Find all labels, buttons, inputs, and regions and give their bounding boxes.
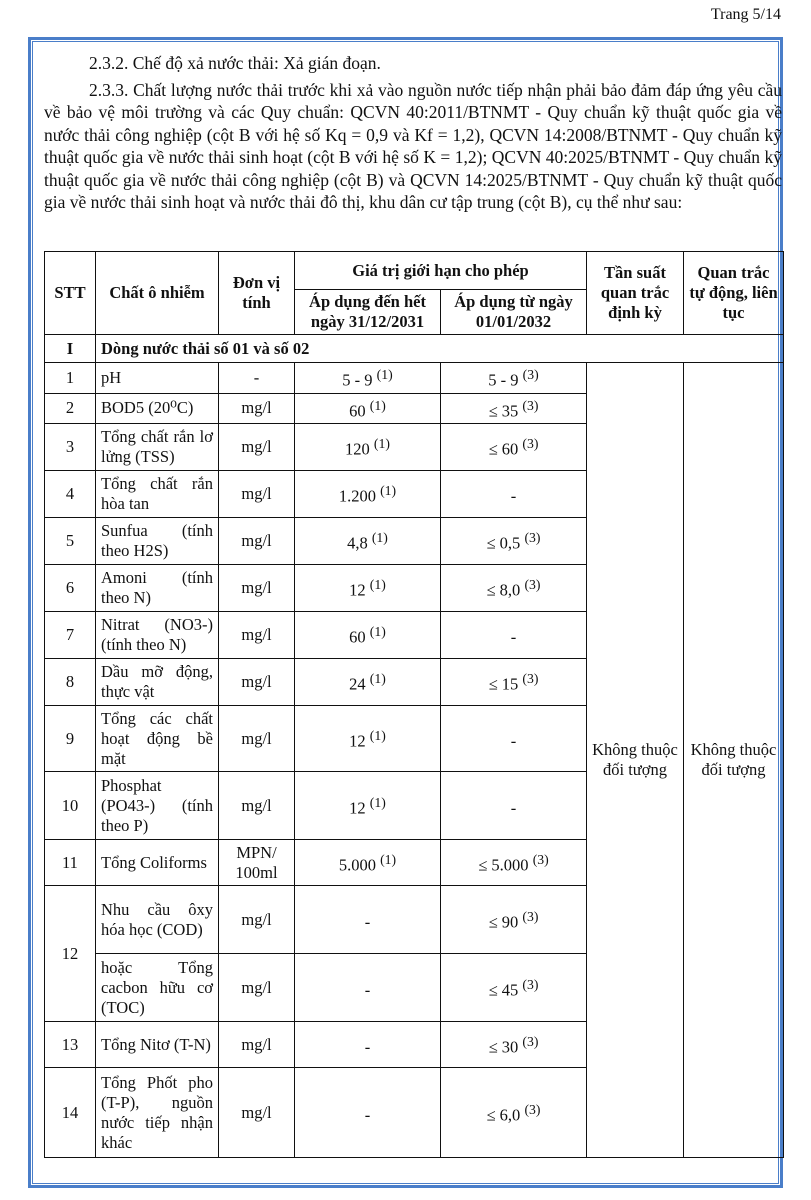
footnote-ref: (3) [522, 908, 539, 924]
header-frequency: Tần suất quan trắc định kỳ [587, 252, 684, 335]
footnote-ref: (3) [522, 671, 539, 687]
footnote-ref: (1) [369, 397, 386, 413]
cell-pollutant: pH [96, 363, 219, 394]
cell-pollutant: Sunfua (tính theo H2S) [96, 518, 219, 565]
cell-frequency-note: Không thuộc đối tượng [587, 363, 684, 1158]
header-limit-until: Áp dụng đến hết ngày 31/12/2031 [295, 290, 441, 335]
header-auto-monitoring: Quan trắc tự động, liên tục [684, 252, 784, 335]
header-limit-group: Giá trị giới hạn cho phép [295, 252, 587, 290]
limit-value: - [364, 912, 371, 932]
cell-limit-until [295, 393, 441, 424]
cell-pollutant: Tổng chất rắn hòa tan [96, 471, 219, 518]
limit-value: 4,8 [347, 533, 368, 553]
limit-value: - [510, 798, 517, 818]
cell-auto-monitoring-note: Không thuộc đối tượng [684, 363, 784, 1158]
footnote-ref: (3) [522, 976, 539, 992]
paragraph-discharge-mode: 2.3.2. Chế độ xả nước thải: Xả gián đoạn. [89, 53, 381, 73]
cell-limit-until [295, 518, 441, 565]
cell-pollutant: Phosphat (PO43-) (tính theo P) [96, 772, 219, 840]
cell-stt: 14 [45, 1068, 96, 1158]
cell-limit-until [295, 840, 441, 886]
cell-limit-from [441, 565, 587, 612]
footnote-ref: (1) [369, 577, 386, 593]
cell-unit: mg/l [219, 886, 295, 954]
header-pollutant: Chất ô nhiễm [96, 252, 219, 335]
cell-stt: 12 [45, 886, 96, 1022]
cell-limit-from [441, 471, 587, 518]
cell-pollutant: Tổng các chất hoạt động bề mặt [96, 706, 219, 772]
cell-limit-from [441, 612, 587, 659]
limit-value: ≤ 8,0 [486, 580, 521, 600]
cell-stt: 3 [45, 424, 96, 471]
cell-unit: mg/l [219, 565, 295, 612]
footnote-ref: (1) [380, 483, 397, 499]
cell-limit-until [295, 363, 441, 394]
header-stt: STT [45, 252, 96, 335]
footnote-ref: (1) [369, 794, 386, 810]
cell-pollutant: Tổng Phốt pho (T-P), nguồn nước tiếp nhận khác [96, 1068, 219, 1158]
cell-unit: mg/l [219, 954, 295, 1022]
cell-limit-until [295, 1022, 441, 1068]
cell-unit: mg/l [219, 471, 295, 518]
cell-unit: MPN/ 100ml [219, 840, 295, 886]
header-unit: Đơn vị tính [219, 252, 295, 335]
limit-value: ≤ 30 [488, 1037, 519, 1057]
limit-value: - [510, 486, 517, 506]
footnote-ref: (3) [524, 577, 541, 593]
footnote-ref: (1) [373, 436, 390, 452]
cell-pollutant: Dầu mỡ động, thực vật [96, 659, 219, 706]
cell-stt: 11 [45, 840, 96, 886]
cell-pollutant: BOD5 (20⁰C) [96, 393, 219, 424]
footnote-ref: (3) [532, 851, 549, 867]
cell-stt: 5 [45, 518, 96, 565]
cell-unit: mg/l [219, 706, 295, 772]
cell-limit-until [295, 772, 441, 840]
footnote-ref: (3) [522, 1033, 539, 1049]
footnote-ref: (3) [524, 530, 541, 546]
section-number: I [45, 335, 96, 363]
footnote-ref: (3) [522, 367, 539, 382]
limit-value: ≤ 35 [488, 401, 519, 420]
cell-limit-from [441, 424, 587, 471]
limit-value: - [510, 731, 517, 751]
cell-limit-from [441, 886, 587, 954]
cell-stt: 10 [45, 772, 96, 840]
footnote-ref: (1) [380, 851, 397, 867]
limit-value: 5.000 [338, 855, 376, 875]
cell-limit-until [295, 659, 441, 706]
cell-stt: 1 [45, 363, 96, 394]
cell-limit-from [441, 659, 587, 706]
cell-unit: mg/l [219, 393, 295, 424]
cell-pollutant: Nhu cầu ôxy hóa học (COD) [96, 886, 219, 954]
cell-limit-until [295, 1068, 441, 1158]
cell-limit-from [441, 518, 587, 565]
page-number: Trang 5/14 [710, 6, 781, 23]
limit-value: 12 [349, 798, 366, 818]
footnote-ref: (1) [376, 367, 393, 382]
limit-value: - [364, 1105, 371, 1125]
footnote-ref: (1) [369, 624, 386, 640]
cell-unit: mg/l [219, 612, 295, 659]
cell-limit-until [295, 612, 441, 659]
paragraph-water-quality: 2.3.3. Chất lượng nước thải trước khi xả vào nguồn nước tiếp nhận phải bảo đảm đáp ứng yêu cầu về bảo vệ môi trường và các Quy chuẩn: QCVN 40:2011/BTNMT - Quy chuẩn kỹ thuật quốc gia về nước thải công nghiệp (cột B với hệ số Kq = 0,9 và Kf = 1,2), QCVN 14:2008/BTNMT - Quy chuẩn kỹ thuật quốc gia về nước thải sinh hoạt (cột B với hệ số K = 1,2); QCVN 40:2025/BTNMT - Quy chuẩn kỹ thuật quốc gia về nước thải công nghiệp (cột B) và QCVN 14:2025/BTNMT - Quy chuẩn kỹ thuật quốc gia về nước thải sinh hoạt và nước thải đô thị, khu dân cư tập trung (cột B), cụ thể như sau: [44, 79, 782, 212]
limit-value: ≤ 5.000 [478, 855, 529, 875]
limit-value: ≤ 60 [488, 439, 519, 459]
limit-value: ≤ 0,5 [486, 533, 521, 553]
cell-pollutant: Nitrat (NO3-) (tính theo N) [96, 612, 219, 659]
limit-value: ≤ 90 [488, 912, 519, 932]
cell-stt: 6 [45, 565, 96, 612]
cell-limit-from [441, 840, 587, 886]
limit-value: - [364, 1037, 371, 1057]
cell-limit-from [441, 393, 587, 424]
cell-pollutant: hoặc Tổng cacbon hữu cơ (TOC) [96, 954, 219, 1022]
cell-limit-until [295, 424, 441, 471]
header-limit-from: Áp dụng từ ngày 01/01/2032 [441, 290, 587, 335]
limit-value: 5 - 9 [342, 370, 373, 390]
footnote-ref: (1) [369, 671, 386, 687]
cell-unit: mg/l [219, 518, 295, 565]
footnote-ref: (1) [371, 530, 388, 546]
limit-value: ≤ 6,0 [486, 1105, 521, 1125]
limit-value: 1.200 [338, 486, 376, 506]
section-row [45, 335, 784, 363]
cell-limit-from [441, 706, 587, 772]
limit-value: 120 [345, 439, 370, 459]
cell-limit-from [441, 954, 587, 1022]
footnote-ref: (3) [522, 436, 539, 452]
footnote-ref: (1) [369, 727, 386, 743]
cell-limit-from [441, 363, 587, 394]
limit-value: - [364, 980, 371, 1000]
cell-unit: mg/l [219, 1068, 295, 1158]
cell-unit: mg/l [219, 772, 295, 840]
cell-limit-until [295, 706, 441, 772]
limit-value: 12 [349, 731, 366, 751]
cell-stt: 8 [45, 659, 96, 706]
limit-value: ≤ 45 [488, 980, 519, 1000]
limit-value: 60 [349, 401, 366, 420]
cell-limit-from [441, 1068, 587, 1158]
footnote-ref: (3) [524, 1101, 541, 1117]
cell-pollutant: Tổng chất rắn lơ lửng (TSS) [96, 424, 219, 471]
cell-unit: mg/l [219, 1022, 295, 1068]
section-title: Dòng nước thải số 01 và số 02 [96, 335, 784, 363]
cell-limit-from [441, 772, 587, 840]
limit-value: - [510, 627, 517, 647]
cell-stt: 4 [45, 471, 96, 518]
cell-limit-until [295, 954, 441, 1022]
cell-limit-from [441, 1022, 587, 1068]
limit-value: 24 [349, 674, 366, 694]
pollution-limits-table [44, 251, 784, 1158]
cell-pollutant: Tổng Coliforms [96, 840, 219, 886]
cell-unit: mg/l [219, 424, 295, 471]
cell-stt: 13 [45, 1022, 96, 1068]
limit-value: 5 - 9 [488, 370, 519, 390]
cell-unit: mg/l [219, 659, 295, 706]
document-body [44, 52, 782, 214]
footnote-ref: (3) [522, 397, 539, 413]
cell-stt: 2 [45, 393, 96, 424]
limit-value: 12 [349, 580, 366, 600]
cell-stt: 7 [45, 612, 96, 659]
limit-value: 60 [349, 627, 366, 647]
cell-limit-until [295, 471, 441, 518]
cell-limit-until [295, 565, 441, 612]
cell-pollutant: Tổng Nitơ (T-N) [96, 1022, 219, 1068]
cell-unit: - [219, 363, 295, 394]
limit-value: ≤ 15 [488, 674, 519, 694]
cell-pollutant: Amoni (tính theo N) [96, 565, 219, 612]
cell-limit-until [295, 886, 441, 954]
table-row [45, 363, 784, 394]
cell-stt: 9 [45, 706, 96, 772]
